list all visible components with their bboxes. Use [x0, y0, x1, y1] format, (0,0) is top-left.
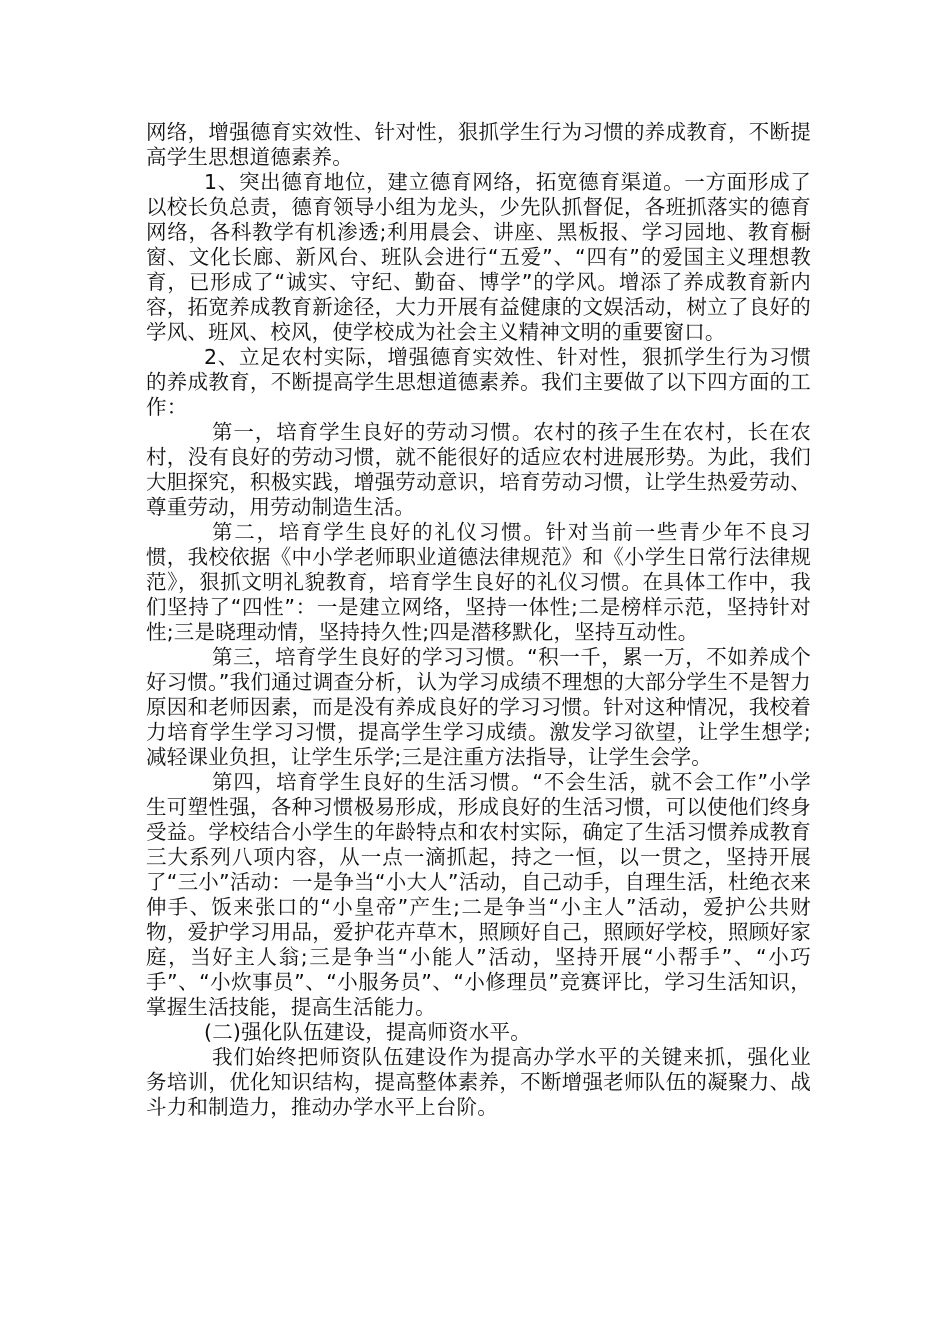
paragraph-etiquette-habits: 第二，培育学生良好的礼仪习惯。针对当前一些青少年不良习惯，我校依据《中小学老师职业道德法律规范》和《小学生日常行法律规范》，狠抓文明礼貌教育，培育学生良好的礼仪习惯。在具体工作中，我们坚持了“四性”：一是建立网络，坚持一体性;二是榜样示范，坚持针对性;三是晓理动情，坚持持久性;四是潜移默化，坚持互动性。: [146, 520, 811, 644]
paragraph-continuation: 网络，增强德育实效性、针对性，狠抓学生行为习惯的养成教育，不断提高学生思想道德素养。: [146, 120, 811, 169]
paragraph-rural-reality: 2、立足农村实际，增强德育实效性、针对性，狠抓学生行为习惯的养成教育，不断提高学生思想道德素养。我们主要做了以下四方面的工作：: [146, 345, 811, 419]
paragraph-study-habits: 第三，培育学生良好的学习习惯。“积一千，累一万，不如养成个好习惯。”我们通过调查分析，认为学习成绩不理想的大部分学生不是智力原因和老师因素，而是没有养成良好的学习习惯。针对这种情况，我校着力培育学生学习习惯，提高学生学习成绩。激发学习欲望，让学生想学;减轻课业负担，让学生乐学;三是注重方法指导，让学生会学。: [146, 645, 811, 769]
paragraph-moral-position: 1、突出德育地位，建立德育网络，拓宽德育渠道。一方面形成了以校长负总责，德育领导小组为龙头，少先队抓督促，各班抓落实的德育网络，各科教学有机渗透;利用晨会、讲座、黑板报、学习园地、教育橱窗、文化长廊、新风台、班队会进行“五爱”、“四有”的爱国主义理想教育，已形成了“诚实、守纪、勤奋、博学”的学风。增添了养成教育新内容，拓宽养成教育新途径，大力开展有益健康的文娱活动，树立了良好的学风、班风、校风，使学校成为社会主义精神文明的重要窗口。: [146, 170, 811, 344]
document-page: [146, 120, 811, 1120]
paragraph-labor-habits: 第一，培育学生良好的劳动习惯。农村的孩子生在农村，长在农村，没有良好的劳动习惯，就不能很好的适应农村进展形势。为此，我们大胆探究，积极实践，增强劳动意识，培育劳动习惯，让学生热爱劳动、尊重劳动，用劳动制造生活。: [146, 420, 811, 519]
paragraph-living-habits: 第四，培育学生良好的生活习惯。“不会生活，就不会工作”小学生可塑性强，各种习惯极易形成，形成良好的生活习惯，可以使他们终身受益。学校结合小学生的年龄特点和农村实际，确定了生活习惯养成教育三大系列八项内容，从一点一滴抓起，持之一恒，以一贯之，坚持开展了“三小”活动：一是争当“小大人”活动，自己动手，自理生活，杜绝衣来伸手、饭来张口的“小皇帝”产生;二是争当“小主人”活动，爱护公共财物，爱护学习用品，爱护花卉草木，照顾好自己，照顾好学校，照顾好家庭，当好主人翁;三是争当“小能人”活动，坚持开展“小帮手”、“小巧手”、“小炊事员”、“小服务员”、“小修理员”竞赛评比，学习生活知识，掌握生活技能，提高生活能力。: [146, 770, 811, 1019]
paragraph-teacher-team: 我们始终把师资队伍建设作为提高办学水平的关键来抓，强化业务培训，优化知识结构，提高整体素养，不断增强老师队伍的凝聚力、战斗力和制造力，推动办学水平上台阶。: [146, 1045, 811, 1119]
section-heading-teacher-team: (二)强化队伍建设，提高师资水平。: [204, 1020, 531, 1044]
